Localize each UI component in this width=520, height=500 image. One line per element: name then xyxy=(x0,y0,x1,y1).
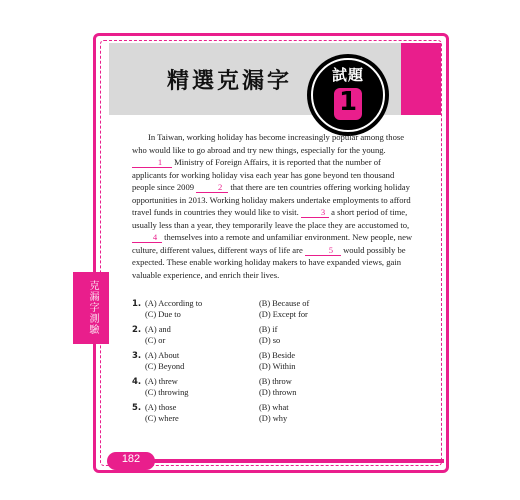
question-item xyxy=(132,325,422,351)
option-d: (D) why xyxy=(259,414,288,423)
header-accent-stripe xyxy=(401,43,441,115)
passage-segment: would possibly be expected. These enable working holiday makers to have expanded views, gain valuable experience, and enrich their lives. xyxy=(132,244,406,280)
blank-2: 2 xyxy=(196,183,228,193)
blank-1: 1 xyxy=(132,158,172,168)
exercise-badge-number: 1 xyxy=(338,87,358,117)
question-item xyxy=(132,351,422,377)
option-a: (A) About xyxy=(145,351,180,360)
question-number: 2. xyxy=(132,325,142,335)
option-a: (A) and xyxy=(145,325,171,334)
option-c: (C) throwing xyxy=(145,388,189,397)
passage-segment: a short period of time, usually less than a year, they temporarily leave the place they are accustomed to, xyxy=(132,207,410,230)
footer-bar xyxy=(149,459,444,463)
question-number: 5. xyxy=(132,403,142,413)
question-number: 4. xyxy=(132,377,142,387)
page-number: 182 xyxy=(121,453,141,465)
passage-segment: that there are ten countries offering working holiday opportunities in 2013. Working holiday makers undertake employments to afford travel funds in countries they would like to visit. xyxy=(132,182,411,217)
page-title: 精選克漏字 xyxy=(167,69,293,94)
blank-3: 3 xyxy=(301,208,329,218)
side-tab-label: 克漏字測驗 xyxy=(87,280,98,335)
option-c: (C) Beyond xyxy=(145,362,185,371)
passage-paragraph xyxy=(132,131,415,281)
option-a: (A) According to xyxy=(145,299,203,308)
question-item xyxy=(132,403,422,429)
option-c: (C) or xyxy=(145,336,166,345)
blank-4: 4 xyxy=(132,233,162,243)
option-a: (A) threw xyxy=(145,377,178,386)
option-d: (D) Except for xyxy=(259,310,308,319)
cloze-passage xyxy=(132,131,415,281)
passage-segment: In Taiwan, working holiday has become increasingly popular among those who would like to go abroad and try new things, especially for the young. xyxy=(132,132,405,155)
question-number: 1. xyxy=(132,299,142,309)
question-item xyxy=(132,377,422,403)
option-c: (C) Due to xyxy=(145,310,181,319)
question-number: 3. xyxy=(132,351,142,361)
option-d: (D) thrown xyxy=(259,388,297,397)
option-b: (B) Because of xyxy=(259,299,310,308)
question-item xyxy=(132,299,422,325)
option-b: (B) if xyxy=(259,325,278,334)
option-d: (D) Within xyxy=(259,362,296,371)
option-b: (B) what xyxy=(259,403,289,412)
exercise-badge-label: 試題 xyxy=(331,66,364,84)
passage-segment: Ministry of Foreign Affairs, it is reported that the number of applicants for working holiday visa each year has gone beyond ten thousand people since 2009 xyxy=(132,157,395,192)
option-d: (D) so xyxy=(259,336,281,345)
blank-5: 5 xyxy=(305,246,341,256)
question-list xyxy=(132,299,422,429)
option-c: (C) where xyxy=(145,414,179,423)
option-a: (A) those xyxy=(145,403,177,412)
option-b: (B) throw xyxy=(259,377,292,386)
passage-segment: themselves into a remote and unfamiliar environment. New people, new culture, different values, different ways of life are xyxy=(132,232,413,255)
option-b: (B) Beside xyxy=(259,351,296,360)
